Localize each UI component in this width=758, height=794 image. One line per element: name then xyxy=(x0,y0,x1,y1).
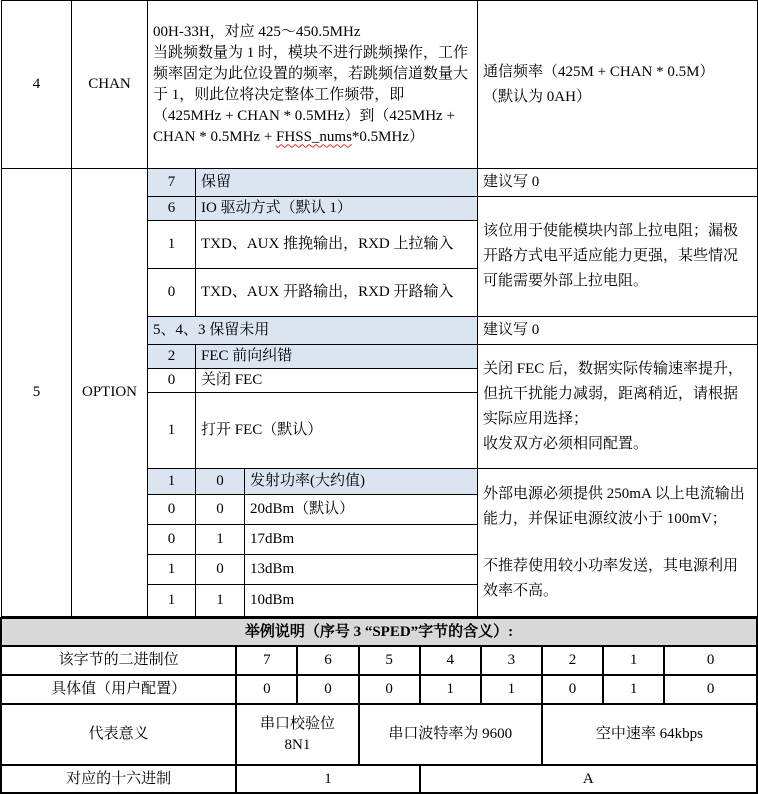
power-10dbm-bit0-cell: 1 xyxy=(196,585,245,617)
bit-value-6-cell: 0 xyxy=(297,675,358,704)
chan-desc-tail: *0.5MHz） xyxy=(351,128,424,145)
fec-note-line1: 关闭 FEC 后，数据实际传输速率提升，但抗干扰能力减弱，距离稍近，请根据实际应用选择； xyxy=(483,360,744,427)
power-17dbm-desc-cell: 17dBm xyxy=(245,525,478,555)
meaning-parity-cell xyxy=(236,704,358,765)
chan-desc-text: 当跳频数量为 1 时，模块不进行跳频操作，工作频率固定为此位设置的频率，若跳频信道数量大于 1，则此位将决定整体工作频带，即（425MHz + CHAN * 0.5MHz）到（425MHz + CHAN * 0.5MHz + xyxy=(153,44,469,145)
hex-high-nibble-cell: 1 xyxy=(236,765,419,793)
bit-value-2-cell: 0 xyxy=(542,675,603,704)
meaning-parity-line1: 串口校验位 xyxy=(259,715,335,732)
bit7-number-cell: 7 xyxy=(148,169,196,197)
bit6-number-cell: 6 xyxy=(148,197,196,221)
meaning-baud-cell: 串口波特率为 9600 xyxy=(359,704,542,765)
bit-values-label-cell: 具体值（用户配置） xyxy=(1,675,236,704)
chan-index-cell: 4 xyxy=(2,1,72,169)
chan-desc-body xyxy=(153,43,472,148)
bit2-number-cell: 2 xyxy=(148,345,196,369)
chan-note-cell xyxy=(478,1,758,169)
fec-off-desc-cell: 关闭 FEC xyxy=(196,369,478,393)
power-10dbm-bit1-cell: 1 xyxy=(148,585,196,617)
bit-positions-label-cell: 该字节的二进制位 xyxy=(1,646,236,675)
bit-position-6-cell: 6 xyxy=(297,646,358,675)
power-17dbm-bit1-cell: 0 xyxy=(148,525,196,555)
hex-label-cell: 对应的十六进制 xyxy=(1,765,236,793)
bit-value-7-cell: 0 xyxy=(236,675,297,704)
power-header-bit0-cell: 0 xyxy=(196,469,245,495)
bit-value-3-cell: 1 xyxy=(481,675,542,704)
bit-position-4-cell: 4 xyxy=(420,646,481,675)
bit-position-7-cell: 7 xyxy=(236,646,297,675)
bit2-desc-cell: FEC 前向纠错 xyxy=(196,345,478,369)
chan-note-line1: 通信频率（425M + CHAN * 0.5M） xyxy=(483,63,715,80)
bit-value-0-cell: 0 xyxy=(664,675,757,704)
fhss-nums-misspelling: FHSS_nums xyxy=(276,128,352,145)
power-note-spacer xyxy=(483,532,752,554)
power-header-bit1-cell: 1 xyxy=(148,469,196,495)
hex-low-nibble-cell: A xyxy=(420,765,757,793)
power-13dbm-bit0-cell: 0 xyxy=(196,555,245,585)
example-title-row xyxy=(1,618,757,646)
bit7-note-cell: 建议写 0 xyxy=(478,169,758,197)
power-20dbm-bit0-cell: 0 xyxy=(196,495,245,525)
chan-name-cell: CHAN xyxy=(72,1,148,169)
power-note-cell xyxy=(478,469,758,617)
chan-row xyxy=(2,1,758,169)
chan-description-cell xyxy=(148,1,478,169)
meaning-label-cell: 代表意义 xyxy=(1,704,236,765)
bit-position-1-cell: 1 xyxy=(603,646,664,675)
fec-off-value-cell: 0 xyxy=(148,369,196,393)
io-drive-note-cell: 该位用于使能模块内部上拉电阻；漏极开路方式电平适应能力更强，某些情况可能需要外部上拉电阻。 xyxy=(478,197,758,317)
power-20dbm-desc-cell: 20dBm（默认） xyxy=(245,495,478,525)
power-10dbm-desc-cell: 10dBm xyxy=(245,585,478,617)
power-17dbm-bit0-cell: 1 xyxy=(196,525,245,555)
bit-position-2-cell: 2 xyxy=(542,646,603,675)
power-20dbm-bit1-cell: 0 xyxy=(148,495,196,525)
meaning-parity-line2: 8N1 xyxy=(284,736,311,753)
bit-position-5-cell: 5 xyxy=(359,646,420,675)
bit6-desc-cell: IO 驱动方式（默认 1） xyxy=(196,197,478,221)
bit-value-5-cell: 0 xyxy=(359,675,420,704)
fec-note-line2: 收发双方必须相同配置。 xyxy=(483,435,649,452)
io-pushpull-value-cell: 1 xyxy=(148,221,196,269)
io-opendrain-desc-cell: TXD、AUX 开路输出，RXD 开路输入 xyxy=(196,269,478,317)
chan-note-line2: （默认为 0AH） xyxy=(483,88,591,105)
fec-note-cell xyxy=(478,345,758,469)
option-name-cell: OPTION xyxy=(72,169,148,617)
io-pushpull-desc-cell: TXD、AUX 推挽输出，RXD 上拉输入 xyxy=(196,221,478,269)
power-header-desc-cell: 发射功率(大约值) xyxy=(245,469,478,495)
power-13dbm-desc-cell: 13dBm xyxy=(245,555,478,585)
register-description-table xyxy=(1,0,758,617)
option-bit7-row xyxy=(2,169,758,197)
bit-values-row xyxy=(1,675,757,704)
bits543-desc-cell: 5、4、3 保留未用 xyxy=(148,317,478,345)
bit7-desc-cell: 保留 xyxy=(196,169,478,197)
bit-position-3-cell: 3 xyxy=(481,646,542,675)
bits543-note-cell: 建议写 0 xyxy=(478,317,758,345)
chan-desc-range: 00H-33H，对应 425～450.5MHz xyxy=(153,23,361,40)
power-note-p2: 不推荐使用较小功率发送，其电源利用效率不高。 xyxy=(483,557,739,599)
bit-position-0-cell: 0 xyxy=(664,646,757,675)
meaning-airrate-cell: 空中速率 64kbps xyxy=(542,704,757,765)
hex-row xyxy=(1,765,757,793)
io-opendrain-value-cell: 0 xyxy=(148,269,196,317)
power-13dbm-bit1-cell: 1 xyxy=(148,555,196,585)
fec-on-desc-cell: 打开 FEC（默认） xyxy=(196,393,478,469)
option-index-cell: 5 xyxy=(2,169,72,617)
meaning-row xyxy=(1,704,757,765)
example-title-cell: 举例说明（序号 3 “SPED”字节的含义）: xyxy=(1,618,757,646)
bit-value-4-cell: 1 xyxy=(420,675,481,704)
fec-on-value-cell: 1 xyxy=(148,393,196,469)
bit-positions-row xyxy=(1,646,757,675)
sped-example-table xyxy=(0,617,758,794)
power-note-p1: 外部电源必须提供 250mA 以上电流输出能力，并保证电源纹波小于 100mV； xyxy=(483,485,745,527)
bit-value-1-cell: 1 xyxy=(603,675,664,704)
